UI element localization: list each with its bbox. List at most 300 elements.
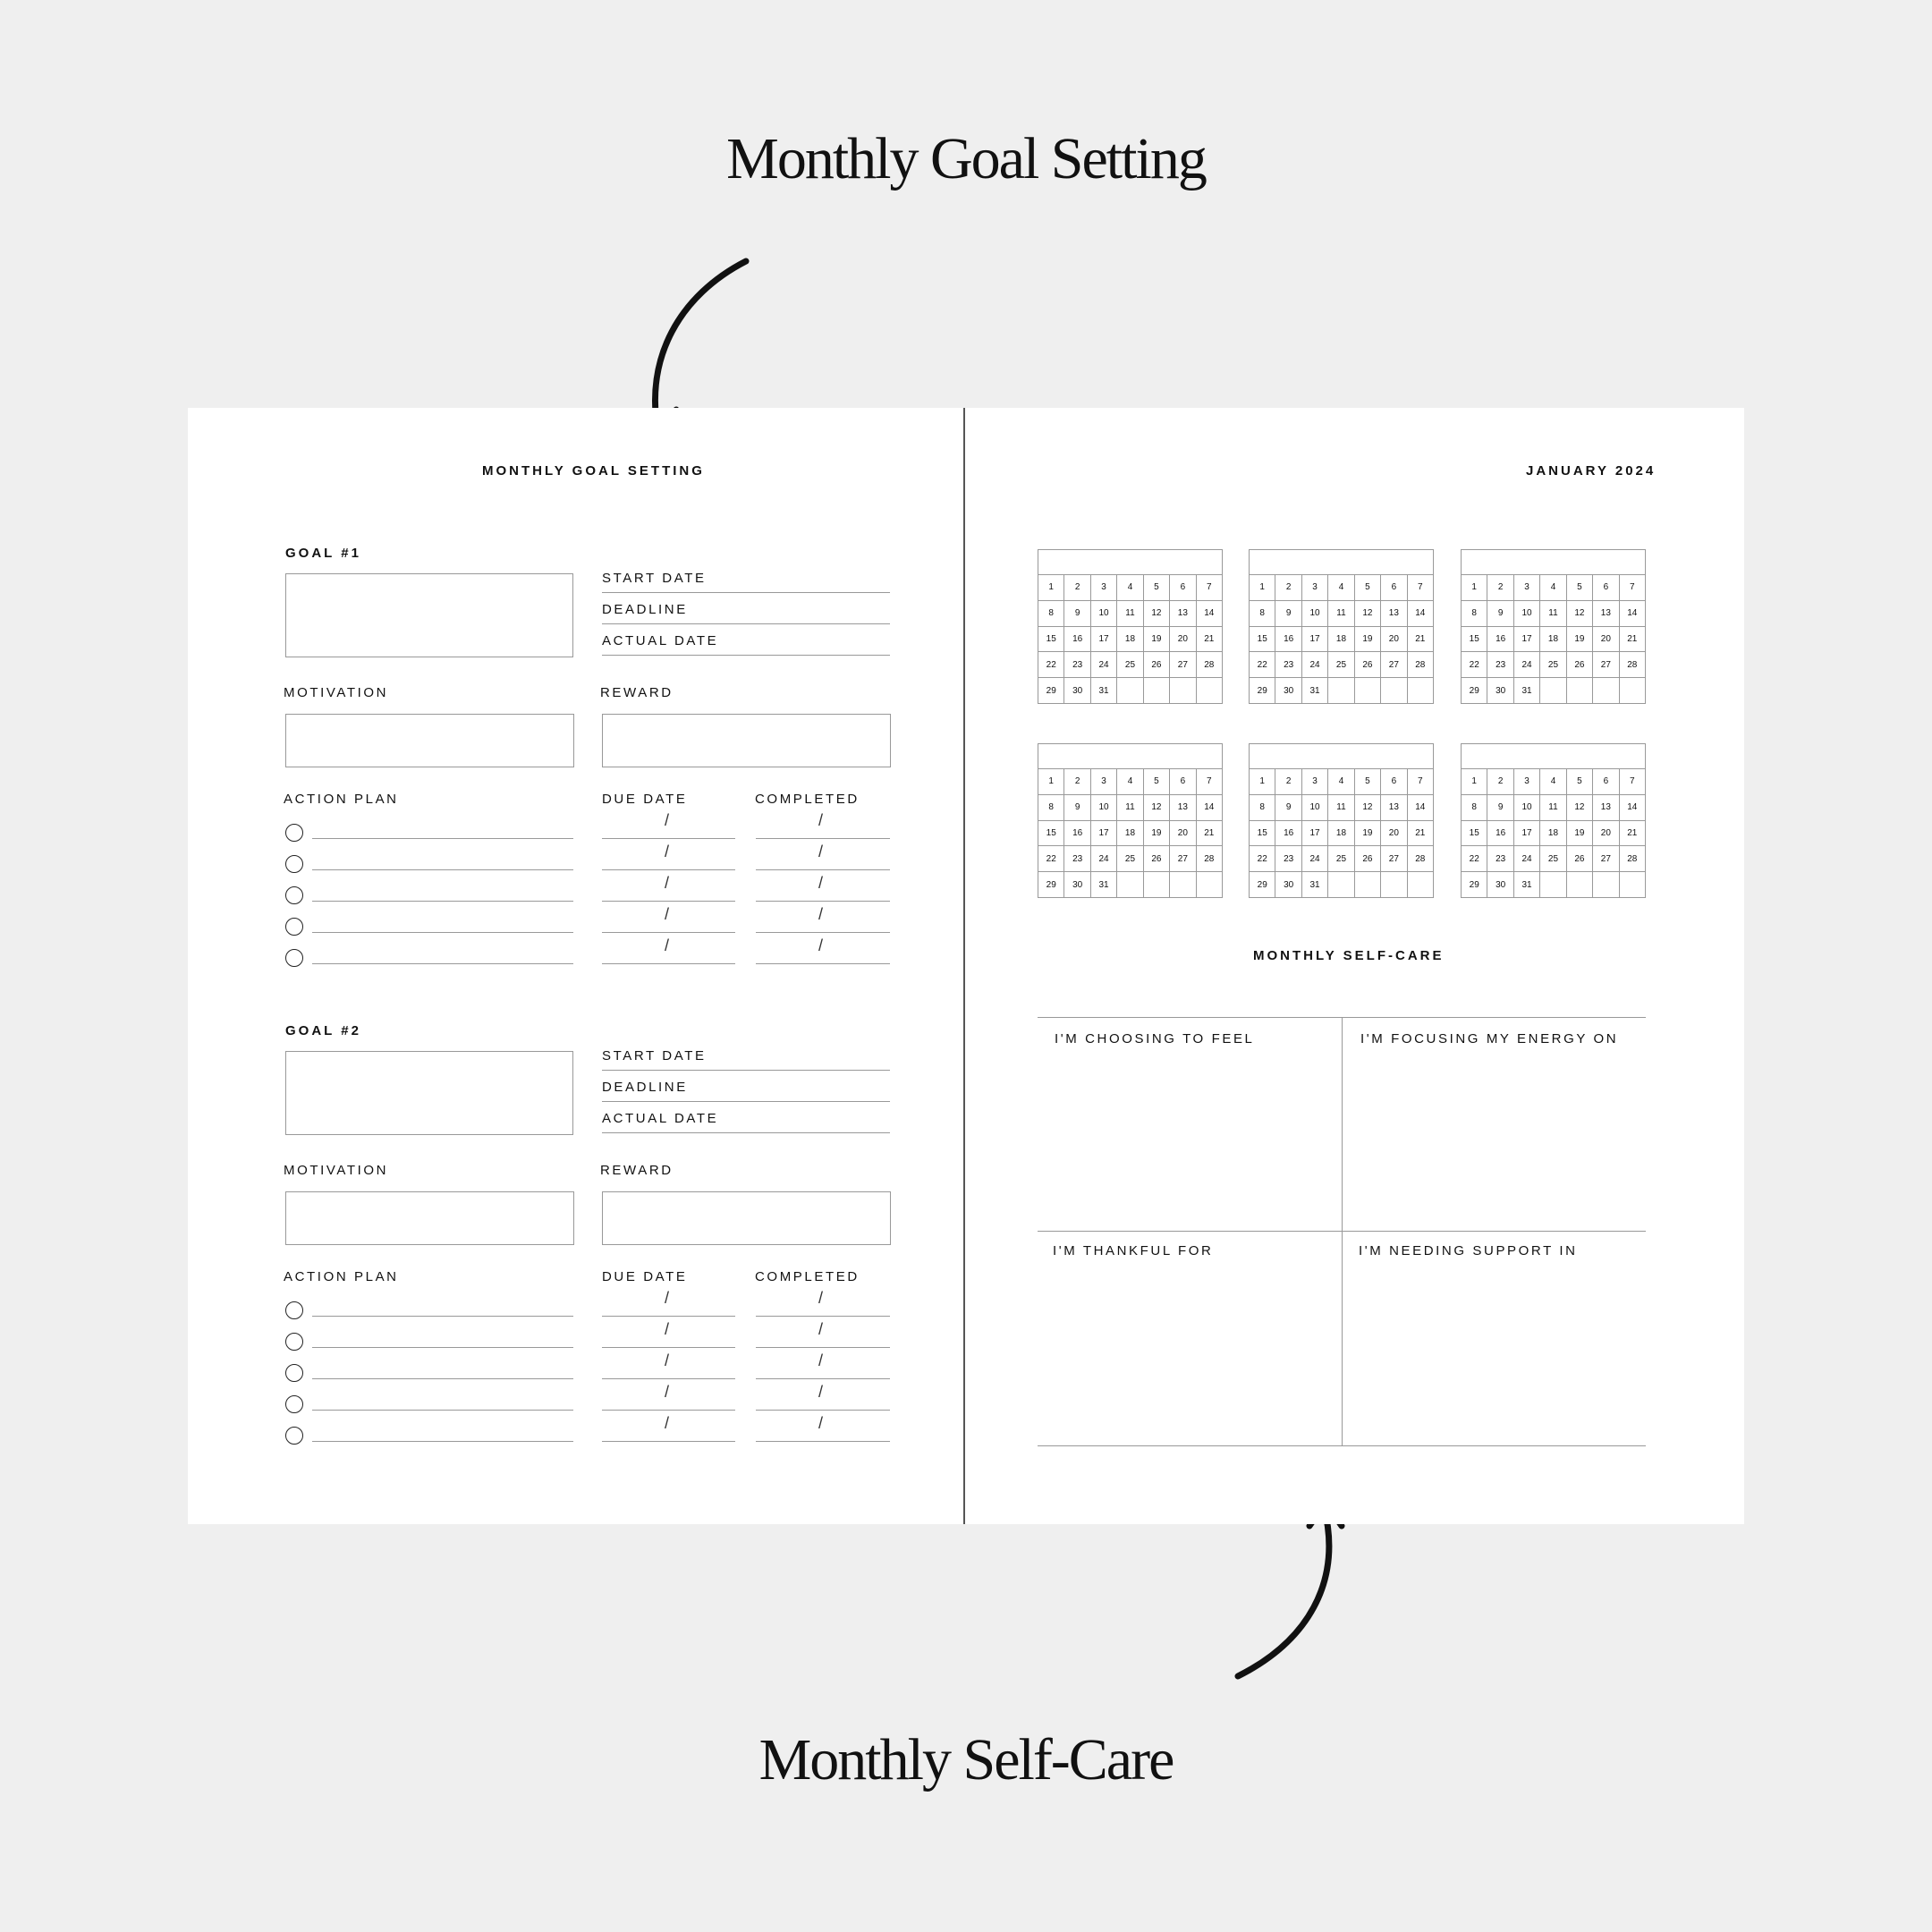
calendar-day[interactable]: 5 (1355, 769, 1381, 795)
calendar-day[interactable]: 5 (1567, 769, 1593, 795)
checkbox-circle[interactable] (285, 886, 303, 904)
action-item-line[interactable] (312, 932, 573, 933)
calendar-day[interactable]: 30 (1064, 678, 1090, 704)
calendar-day[interactable]: 30 (1275, 872, 1301, 898)
calendar-day[interactable]: 7 (1197, 769, 1223, 795)
calendar-day[interactable]: 9 (1275, 601, 1301, 627)
calendar-header-box[interactable] (1038, 743, 1223, 769)
calendar-day[interactable]: 28 (1620, 846, 1646, 872)
calendar-day[interactable]: 29 (1038, 872, 1064, 898)
calendar-day[interactable]: 25 (1328, 846, 1354, 872)
calendar-day[interactable]: 29 (1038, 678, 1064, 704)
calendar-day[interactable]: 22 (1250, 846, 1275, 872)
calendar-day[interactable] (1408, 872, 1434, 898)
calendar-day[interactable]: 12 (1567, 601, 1593, 627)
calendar-day[interactable]: 22 (1462, 846, 1487, 872)
calendar-day[interactable]: 23 (1487, 652, 1513, 678)
calendar-day[interactable]: 6 (1593, 769, 1619, 795)
calendar-day[interactable]: 30 (1487, 678, 1513, 704)
calendar-day[interactable]: 2 (1275, 769, 1301, 795)
completed-line[interactable] (756, 1316, 890, 1317)
calendar-day[interactable]: 18 (1117, 627, 1143, 653)
calendar-day[interactable]: 7 (1620, 575, 1646, 601)
calendar-day[interactable]: 24 (1514, 846, 1540, 872)
calendar-day[interactable]: 22 (1462, 652, 1487, 678)
calendar-day[interactable]: 9 (1487, 601, 1513, 627)
calendar-day[interactable]: 9 (1275, 795, 1301, 821)
calendar-day[interactable] (1567, 678, 1593, 704)
due-date-line[interactable] (602, 901, 735, 902)
completed-slash: / (818, 1352, 824, 1369)
calendar-day[interactable]: 1 (1038, 769, 1064, 795)
calendar-day[interactable]: 29 (1250, 872, 1275, 898)
calendar-day[interactable]: 22 (1250, 652, 1275, 678)
calendar-day[interactable]: 19 (1567, 821, 1593, 847)
calendar-day[interactable]: 2 (1064, 575, 1090, 601)
completed-line[interactable] (756, 1441, 890, 1442)
calendar-day[interactable]: 30 (1064, 872, 1090, 898)
calendar-day[interactable]: 25 (1117, 652, 1143, 678)
calendar-day[interactable]: 8 (1462, 601, 1487, 627)
calendar-day[interactable]: 2 (1275, 575, 1301, 601)
calendar-day[interactable]: 16 (1064, 627, 1090, 653)
calendar-day[interactable] (1144, 872, 1170, 898)
calendar-day[interactable]: 10 (1302, 795, 1328, 821)
calendar-day[interactable] (1593, 872, 1619, 898)
calendar-day[interactable]: 15 (1462, 821, 1487, 847)
calendar-day[interactable]: 14 (1620, 795, 1646, 821)
motivation-label: MOTIVATION (284, 1163, 389, 1178)
completed-line[interactable] (756, 869, 890, 870)
calendar-day[interactable]: 12 (1355, 795, 1381, 821)
calendar-header-box[interactable] (1249, 549, 1434, 575)
calendar-day[interactable]: 26 (1355, 652, 1381, 678)
calendar-day[interactable]: 4 (1328, 769, 1354, 795)
completed-line[interactable] (756, 932, 890, 933)
calendar-day[interactable]: 28 (1197, 846, 1223, 872)
due-date-line[interactable] (602, 838, 735, 839)
calendar-day[interactable]: 12 (1144, 795, 1170, 821)
calendar-day[interactable]: 26 (1144, 652, 1170, 678)
action-item-line[interactable] (312, 1347, 573, 1348)
calendar-day[interactable]: 27 (1381, 652, 1407, 678)
completed-label: COMPLETED (755, 792, 860, 807)
calendar-day[interactable]: 18 (1540, 627, 1566, 653)
calendar-day[interactable]: 19 (1144, 627, 1170, 653)
calendar-day[interactable]: 19 (1355, 821, 1381, 847)
calendar-day[interactable]: 16 (1064, 821, 1090, 847)
calendar-day[interactable] (1593, 678, 1619, 704)
calendar-day[interactable]: 10 (1514, 795, 1540, 821)
calendar-day[interactable] (1355, 872, 1381, 898)
due-date-slash: / (665, 1383, 670, 1401)
calendar-day[interactable]: 21 (1408, 627, 1434, 653)
calendar-day[interactable]: 6 (1170, 575, 1196, 601)
calendar-day[interactable]: 21 (1197, 821, 1223, 847)
motivation-box[interactable] (285, 1191, 574, 1245)
actual-date-line[interactable] (602, 655, 890, 656)
calendar-day[interactable]: 4 (1117, 575, 1143, 601)
checkbox-circle[interactable] (285, 855, 303, 873)
calendar-header-box[interactable] (1038, 549, 1223, 575)
calendar-day[interactable]: 9 (1064, 795, 1090, 821)
calendar-day[interactable]: 12 (1144, 601, 1170, 627)
calendar-day[interactable] (1620, 872, 1646, 898)
calendar-day[interactable]: 9 (1487, 795, 1513, 821)
calendar-day[interactable]: 21 (1620, 627, 1646, 653)
calendar-header-box[interactable] (1461, 549, 1646, 575)
calendar-day[interactable]: 4 (1540, 575, 1566, 601)
calendar-day[interactable]: 1 (1250, 575, 1275, 601)
calendar-day[interactable]: 25 (1117, 846, 1143, 872)
calendar-day[interactable] (1328, 872, 1354, 898)
due-date-line[interactable] (602, 1410, 735, 1411)
calendar-day[interactable]: 14 (1197, 601, 1223, 627)
calendar-day[interactable]: 31 (1514, 872, 1540, 898)
due-date-slash: / (665, 874, 670, 892)
calendar-day[interactable]: 26 (1567, 846, 1593, 872)
calendar-day[interactable]: 1 (1462, 575, 1487, 601)
calendar-day[interactable]: 8 (1462, 795, 1487, 821)
deadline-line[interactable] (602, 1101, 890, 1102)
calendar-grid (1249, 769, 1434, 898)
calendar-day[interactable]: 19 (1144, 821, 1170, 847)
calendar-day[interactable]: 6 (1170, 769, 1196, 795)
goal-box[interactable] (285, 1051, 573, 1135)
calendar-day[interactable]: 16 (1487, 821, 1513, 847)
due-date-slash: / (665, 1352, 670, 1369)
calendar-day[interactable]: 11 (1328, 601, 1354, 627)
goal-label: GOAL #2 (285, 1023, 361, 1038)
goal-setting-page (188, 408, 962, 1524)
calendar-day[interactable]: 11 (1328, 795, 1354, 821)
calendar-day[interactable]: 19 (1355, 627, 1381, 653)
calendar-day[interactable]: 8 (1250, 601, 1275, 627)
calendar-day[interactable] (1620, 678, 1646, 704)
checkbox-circle[interactable] (285, 1301, 303, 1319)
calendar-day[interactable]: 20 (1593, 627, 1619, 653)
calendar-day[interactable]: 3 (1302, 769, 1328, 795)
calendar-day[interactable]: 29 (1462, 678, 1487, 704)
completed-slash: / (818, 843, 824, 860)
calendar-day[interactable] (1540, 872, 1566, 898)
calendar-day[interactable]: 24 (1302, 846, 1328, 872)
calendar-day[interactable]: 24 (1091, 846, 1117, 872)
checkbox-circle[interactable] (285, 824, 303, 842)
due-date-slash: / (665, 936, 670, 954)
action-item-line[interactable] (312, 838, 573, 839)
calendar-day[interactable]: 20 (1381, 821, 1407, 847)
calendar-day[interactable]: 7 (1620, 769, 1646, 795)
calendar-day[interactable]: 21 (1197, 627, 1223, 653)
calendar-day[interactable] (1328, 678, 1354, 704)
action-item-line[interactable] (312, 963, 573, 964)
calendar-day[interactable]: 11 (1540, 795, 1566, 821)
calendar-day[interactable]: 28 (1197, 652, 1223, 678)
calendar-day[interactable]: 10 (1091, 795, 1117, 821)
calendar-day[interactable]: 17 (1302, 627, 1328, 653)
motivation-box[interactable] (285, 714, 574, 767)
calendar-day[interactable]: 16 (1275, 821, 1301, 847)
calendar-day[interactable] (1355, 678, 1381, 704)
calendar-day[interactable]: 10 (1514, 601, 1540, 627)
calendar-day[interactable]: 13 (1593, 601, 1619, 627)
due-date-slash: / (665, 1414, 670, 1432)
reward-label: REWARD (600, 1163, 674, 1178)
checkbox-circle[interactable] (285, 918, 303, 936)
calendar-day[interactable]: 12 (1567, 795, 1593, 821)
calendar-day[interactable]: 18 (1540, 821, 1566, 847)
month-title: JANUARY 2024 (1526, 463, 1657, 479)
calendar-day[interactable] (1117, 678, 1143, 704)
arrow-up-icon (1238, 1503, 1342, 1676)
calendar-day[interactable]: 9 (1064, 601, 1090, 627)
deadline-line[interactable] (602, 623, 890, 624)
calendar-day[interactable]: 30 (1487, 872, 1513, 898)
calendar-day[interactable]: 23 (1064, 846, 1090, 872)
calendar-day[interactable]: 13 (1593, 795, 1619, 821)
calendar-day[interactable]: 12 (1355, 601, 1381, 627)
calendar-day[interactable]: 3 (1091, 769, 1117, 795)
calendar-day[interactable] (1540, 678, 1566, 704)
action-item-line[interactable] (312, 1441, 573, 1442)
selfcare-writing-area[interactable] (1342, 1271, 1646, 1441)
calendar-day[interactable] (1197, 678, 1223, 704)
calendar-day[interactable]: 7 (1408, 575, 1434, 601)
completed-line[interactable] (756, 838, 890, 839)
calendar-day[interactable]: 10 (1302, 601, 1328, 627)
calendar-header-box[interactable] (1249, 743, 1434, 769)
calendar-day[interactable]: 28 (1408, 846, 1434, 872)
calendar-day[interactable]: 1 (1462, 769, 1487, 795)
calendar-day[interactable]: 5 (1355, 575, 1381, 601)
selfcare-writing-area[interactable] (1038, 1271, 1342, 1441)
action-item-line[interactable] (312, 1316, 573, 1317)
calendar-day[interactable] (1170, 872, 1196, 898)
calendar-day[interactable]: 25 (1540, 846, 1566, 872)
calendar-day[interactable]: 25 (1328, 652, 1354, 678)
calendar-day[interactable]: 18 (1117, 821, 1143, 847)
calendar-day[interactable]: 7 (1197, 575, 1223, 601)
calendar-day[interactable]: 17 (1091, 821, 1117, 847)
calendar-day[interactable]: 29 (1250, 678, 1275, 704)
due-date-line[interactable] (602, 932, 735, 933)
calendar-day[interactable] (1381, 678, 1407, 704)
calendar-day[interactable]: 15 (1250, 627, 1275, 653)
due-date-line[interactable] (602, 1347, 735, 1348)
calendar-day[interactable]: 31 (1302, 872, 1328, 898)
calendar-day[interactable]: 8 (1038, 795, 1064, 821)
calendar-day[interactable]: 3 (1091, 575, 1117, 601)
calendar-day[interactable]: 6 (1381, 575, 1407, 601)
calendar-day[interactable]: 14 (1408, 795, 1434, 821)
calendar-day[interactable]: 14 (1620, 601, 1646, 627)
calendar-day[interactable]: 18 (1328, 627, 1354, 653)
calendar-day[interactable]: 20 (1593, 821, 1619, 847)
calendar-day[interactable]: 31 (1091, 872, 1117, 898)
calendar-day[interactable]: 21 (1408, 821, 1434, 847)
calendar-day[interactable]: 30 (1275, 678, 1301, 704)
mini-calendar (1461, 743, 1646, 898)
calendar-day[interactable] (1567, 872, 1593, 898)
start-date-label: START DATE (602, 1048, 707, 1063)
calendar-day[interactable]: 22 (1038, 652, 1064, 678)
calendar-day[interactable]: 11 (1540, 601, 1566, 627)
calendar-day[interactable]: 22 (1038, 846, 1064, 872)
calendar-day[interactable]: 14 (1408, 601, 1434, 627)
calendar-day[interactable]: 24 (1514, 652, 1540, 678)
calendar-day[interactable]: 4 (1328, 575, 1354, 601)
action-item-line[interactable] (312, 1410, 573, 1411)
calendar-day[interactable]: 4 (1540, 769, 1566, 795)
due-date-line[interactable] (602, 1316, 735, 1317)
calendar-day[interactable]: 3 (1514, 575, 1540, 601)
prompt-focusing-energy: I'M FOCUSING MY ENERGY ON (1360, 1031, 1619, 1046)
calendar-day[interactable]: 11 (1117, 795, 1143, 821)
calendar-day[interactable]: 31 (1514, 678, 1540, 704)
calendar-day[interactable]: 17 (1514, 821, 1540, 847)
due-date-line[interactable] (602, 1441, 735, 1442)
checkbox-circle[interactable] (285, 1427, 303, 1445)
calendar-day[interactable]: 17 (1514, 627, 1540, 653)
calendar-day[interactable]: 11 (1117, 601, 1143, 627)
calendar-day[interactable]: 20 (1381, 627, 1407, 653)
selfcare-writing-area[interactable] (1038, 1057, 1342, 1227)
calendar-day[interactable]: 15 (1038, 821, 1064, 847)
calendar-day[interactable]: 21 (1620, 821, 1646, 847)
calendar-day[interactable] (1197, 872, 1223, 898)
due-date-line[interactable] (602, 963, 735, 964)
calendar-day[interactable]: 10 (1091, 601, 1117, 627)
calendar-day[interactable]: 23 (1487, 846, 1513, 872)
calendar-day[interactable]: 8 (1250, 795, 1275, 821)
completed-line[interactable] (756, 1378, 890, 1379)
calendar-day[interactable]: 24 (1302, 652, 1328, 678)
calendar-day[interactable]: 13 (1170, 601, 1196, 627)
calendar-day[interactable]: 2 (1487, 575, 1513, 601)
goal-label: GOAL #1 (285, 546, 361, 561)
calendar-day[interactable]: 3 (1302, 575, 1328, 601)
calendar-day[interactable]: 26 (1144, 846, 1170, 872)
due-date-line[interactable] (602, 1378, 735, 1379)
calendar-selfcare-page (965, 408, 1744, 1524)
completed-line[interactable] (756, 963, 890, 964)
calendar-day[interactable]: 15 (1462, 627, 1487, 653)
completed-line[interactable] (756, 1347, 890, 1348)
calendar-day[interactable]: 13 (1170, 795, 1196, 821)
due-date-line[interactable] (602, 869, 735, 870)
calendar-day[interactable]: 8 (1038, 601, 1064, 627)
calendar-day[interactable]: 7 (1408, 769, 1434, 795)
calendar-day[interactable]: 5 (1144, 575, 1170, 601)
calendar-grid (1038, 769, 1223, 898)
calendar-day[interactable]: 25 (1540, 652, 1566, 678)
calendar-day[interactable] (1381, 872, 1407, 898)
due-date-label: DUE DATE (602, 792, 688, 807)
calendar-day[interactable]: 5 (1144, 769, 1170, 795)
reward-box[interactable] (602, 714, 891, 767)
actual-date-line[interactable] (602, 1132, 890, 1133)
calendar-day[interactable]: 1 (1038, 575, 1064, 601)
planner-spread (188, 408, 1744, 1524)
checkbox-circle[interactable] (285, 1333, 303, 1351)
calendar-day[interactable]: 15 (1038, 627, 1064, 653)
calendar-day[interactable]: 26 (1355, 846, 1381, 872)
checkbox-circle[interactable] (285, 949, 303, 967)
calendar-day[interactable] (1117, 872, 1143, 898)
completed-slash: / (818, 874, 824, 892)
action-item-line[interactable] (312, 901, 573, 902)
calendar-day[interactable]: 20 (1170, 627, 1196, 653)
calendar-day[interactable]: 27 (1170, 652, 1196, 678)
completed-line[interactable] (756, 901, 890, 902)
calendar-day[interactable] (1170, 678, 1196, 704)
calendar-day[interactable]: 28 (1620, 652, 1646, 678)
calendar-day[interactable]: 29 (1462, 872, 1487, 898)
action-item-line[interactable] (312, 1378, 573, 1379)
calendar-day[interactable]: 5 (1567, 575, 1593, 601)
calendar-day[interactable]: 27 (1593, 652, 1619, 678)
calendar-header-box[interactable] (1461, 743, 1646, 769)
selfcare-writing-area[interactable] (1342, 1057, 1646, 1227)
calendar-day[interactable]: 31 (1302, 678, 1328, 704)
calendar-day[interactable]: 6 (1381, 769, 1407, 795)
calendar-day[interactable]: 23 (1275, 652, 1301, 678)
checkbox-circle[interactable] (285, 1395, 303, 1413)
calendar-day[interactable]: 18 (1328, 821, 1354, 847)
calendar-day[interactable]: 2 (1064, 769, 1090, 795)
calendar-day[interactable]: 27 (1381, 846, 1407, 872)
calendar-day[interactable] (1144, 678, 1170, 704)
calendar-day[interactable]: 17 (1302, 821, 1328, 847)
calendar-day[interactable]: 14 (1197, 795, 1223, 821)
reward-box[interactable] (602, 1191, 891, 1245)
calendar-day[interactable]: 27 (1170, 846, 1196, 872)
calendar-grid (1038, 575, 1223, 704)
selfcare-title: MONTHLY SELF-CARE (1253, 948, 1445, 963)
calendar-day[interactable]: 23 (1275, 846, 1301, 872)
calendar-day[interactable]: 28 (1408, 652, 1434, 678)
calendar-day[interactable]: 20 (1170, 821, 1196, 847)
calendar-day[interactable]: 24 (1091, 652, 1117, 678)
calendar-day[interactable]: 23 (1064, 652, 1090, 678)
calendar-day[interactable]: 3 (1514, 769, 1540, 795)
goal-box[interactable] (285, 573, 573, 657)
calendar-day[interactable]: 27 (1593, 846, 1619, 872)
start-date-label: START DATE (602, 571, 707, 586)
calendar-day[interactable]: 17 (1091, 627, 1117, 653)
calendar-day[interactable]: 4 (1117, 769, 1143, 795)
action-item-line[interactable] (312, 869, 573, 870)
calendar-day[interactable]: 16 (1487, 627, 1513, 653)
completed-line[interactable] (756, 1410, 890, 1411)
calendar-day[interactable]: 13 (1381, 601, 1407, 627)
calendar-day[interactable]: 26 (1567, 652, 1593, 678)
calendar-day[interactable]: 31 (1091, 678, 1117, 704)
start-date-line[interactable] (602, 592, 890, 593)
start-date-line[interactable] (602, 1070, 890, 1071)
calendar-day[interactable]: 1 (1250, 769, 1275, 795)
checkbox-circle[interactable] (285, 1364, 303, 1382)
calendar-day[interactable]: 15 (1250, 821, 1275, 847)
calendar-day[interactable]: 6 (1593, 575, 1619, 601)
calendar-day[interactable]: 16 (1275, 627, 1301, 653)
calendar-day[interactable]: 2 (1487, 769, 1513, 795)
calendar-day[interactable]: 13 (1381, 795, 1407, 821)
calendar-day[interactable] (1408, 678, 1434, 704)
calendar-day[interactable]: 19 (1567, 627, 1593, 653)
completed-slash: / (818, 1320, 824, 1338)
